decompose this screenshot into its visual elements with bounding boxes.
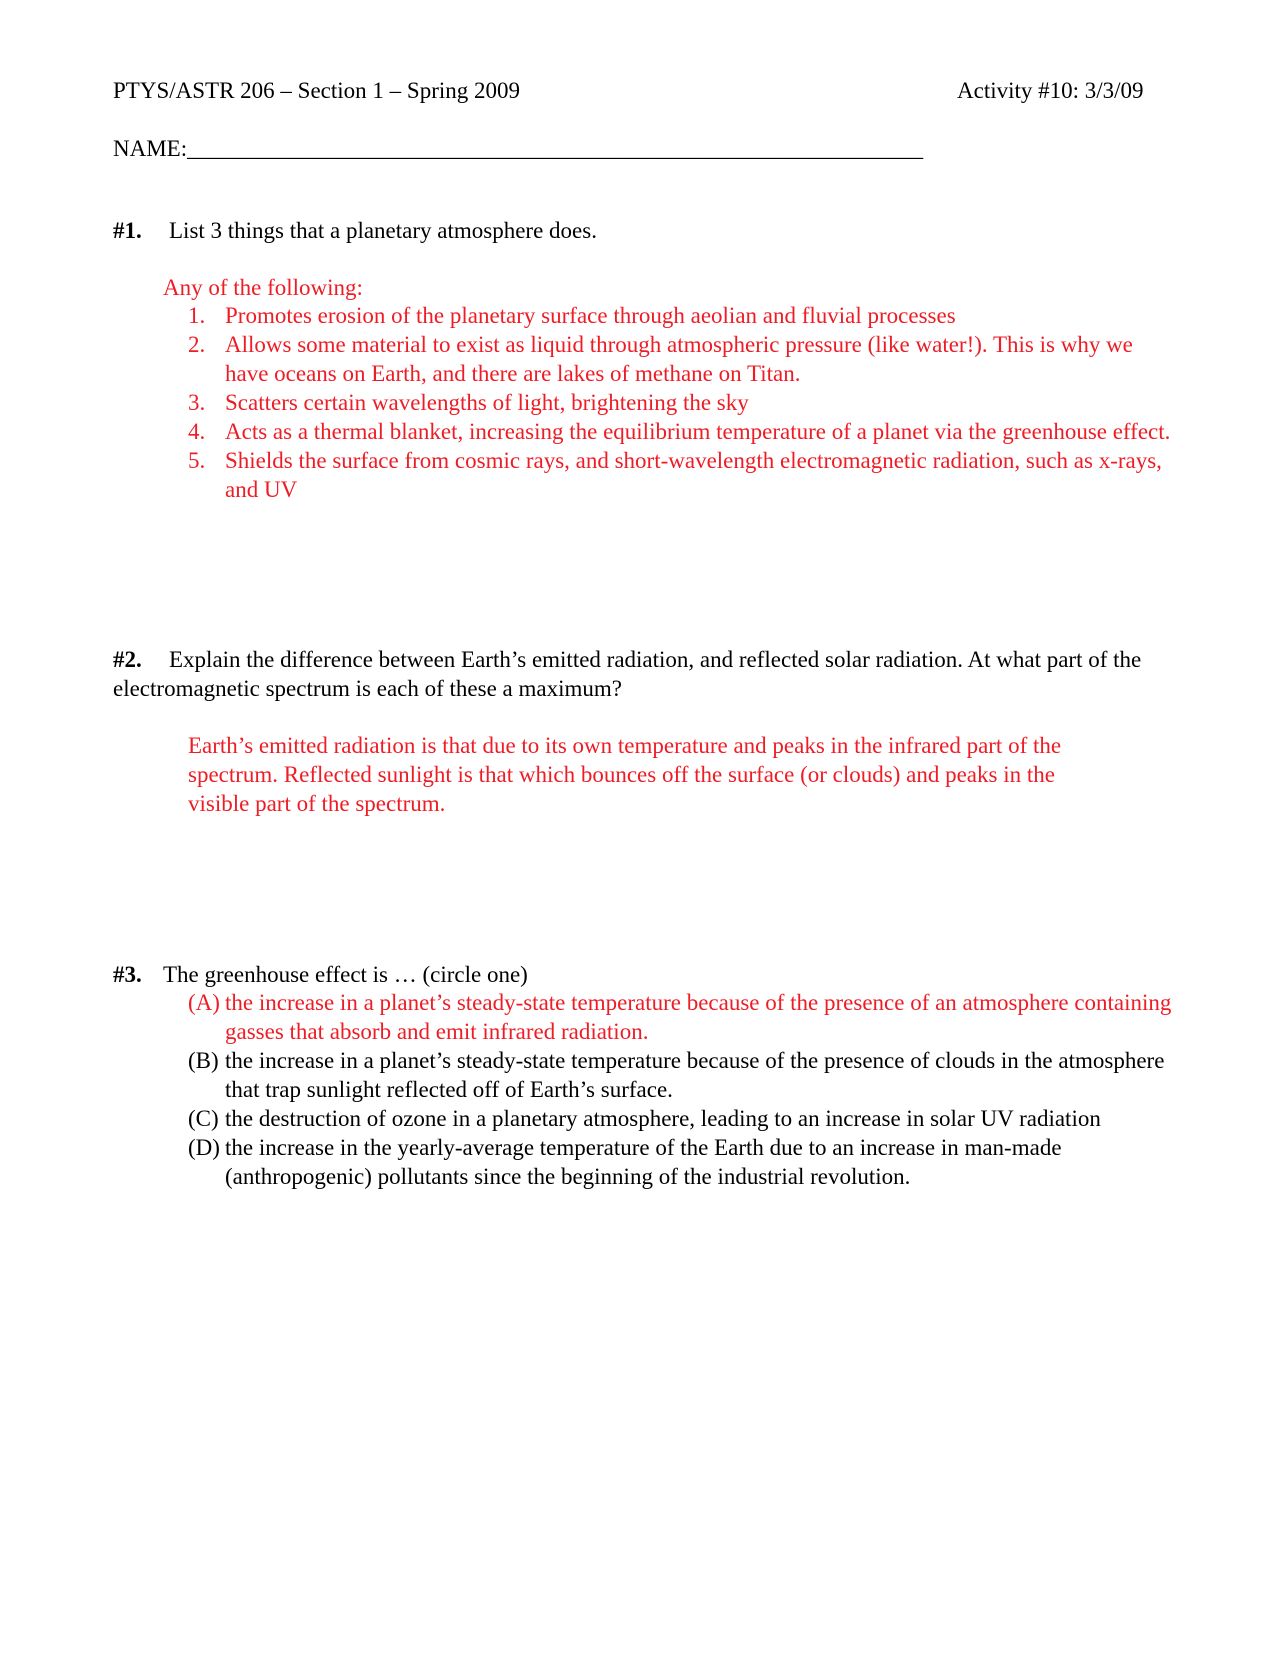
option-c[interactable] <box>188 1104 1188 1133</box>
option-text: the destruction of ozone in a planetary atmosphere, leading to an increase in solar UV radiation <box>225 1106 1101 1131</box>
option-d[interactable] <box>188 1133 1188 1191</box>
question-1 <box>113 216 597 245</box>
answer-2: Earth’s emitted radiation is that due to its own temperature and peaks in the infrared part of the spectrum. Reflected sunlight is that which bounces off the surface (or clouds) and peaks in the visible part of the spectrum. <box>188 733 1062 816</box>
course-header: PTYS/ASTR 206 – Section 1 – Spring 2009 <box>113 78 521 103</box>
question-3-options <box>188 988 1188 1191</box>
option-letter: (B) <box>188 1048 219 1073</box>
option-letter: (C) <box>188 1106 219 1131</box>
question-3-number: #3. <box>113 962 142 987</box>
option-letter: (A) <box>188 990 220 1015</box>
question-3 <box>113 960 528 989</box>
list-item <box>188 446 1178 504</box>
list-item-text: Shields the surface from cosmic rays, and short-wavelength electromagnetic radiation, such as x-rays, and UV <box>225 448 1162 502</box>
list-item-text: Allows some material to exist as liquid through atmospheric pressure (like water!). This is why we have oceans on Earth, and there are lakes of methane on Titan. <box>225 332 1133 386</box>
question-2-prompt: Explain the difference between Earth’s emitted radiation, and reflected solar radiation. At what part of the electromagnetic spectrum is each of these a maximum? <box>113 647 1142 701</box>
list-item <box>188 388 1178 417</box>
question-1-number: #1. <box>113 218 142 243</box>
list-item-text: Scatters certain wavelengths of light, brightening the sky <box>225 390 749 415</box>
list-item-number: 3. <box>188 390 206 415</box>
list-item <box>188 301 1178 330</box>
option-a[interactable] <box>188 988 1188 1046</box>
answer-1-intro: Any of the following: <box>163 275 363 300</box>
activity-header: Activity #10: 3/3/09 <box>957 78 1144 103</box>
list-item-number: 4. <box>188 419 206 444</box>
list-item-text: Promotes erosion of the planetary surface through aeolian and fluvial processes <box>225 303 956 328</box>
answer-1-list <box>188 301 1178 504</box>
question-2-number: #2. <box>113 647 142 672</box>
list-item <box>188 417 1178 446</box>
option-text: the increase in a planet’s steady-state temperature because of the presence of an atmosphere containing gasses that absorb and emit infrared radiation. <box>225 990 1172 1044</box>
list-item-number: 1. <box>188 303 206 328</box>
list-item-number: 5. <box>188 448 206 473</box>
option-text: the increase in a planet’s steady-state temperature because of the presence of clouds in the atmosphere that trap sunlight reflected off of Earth’s surface. <box>225 1048 1165 1102</box>
question-3-prompt: The greenhouse effect is … (circle one) <box>163 962 528 987</box>
list-item <box>188 330 1178 388</box>
option-text: the increase in the yearly-average temperature of the Earth due to an increase in man-made (anthropogenic) pollutants since the beginning of the industrial revolution. <box>225 1135 1062 1189</box>
question-1-prompt: List 3 things that a planetary atmosphere does. <box>169 218 597 243</box>
list-item-text: Acts as a thermal blanket, increasing the equilibrium temperature of a planet via the greenhouse effect. <box>225 419 1171 444</box>
option-b[interactable] <box>188 1046 1188 1104</box>
question-2 <box>113 645 1193 703</box>
name-field-line: NAME:________________________________________________________________ <box>113 136 924 161</box>
option-letter: (D) <box>188 1135 220 1160</box>
list-item-number: 2. <box>188 332 206 357</box>
